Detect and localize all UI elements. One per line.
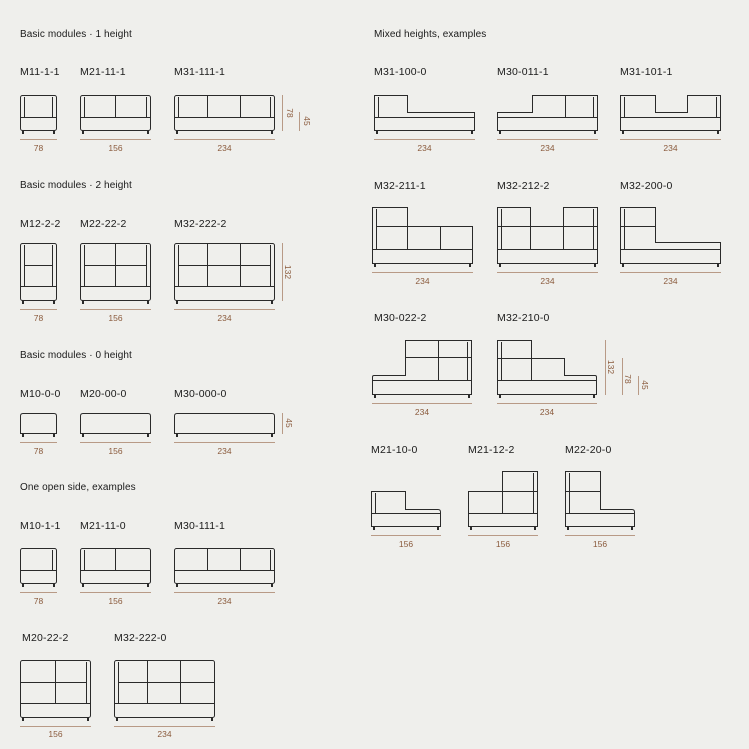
module-m21-12-2-drawing <box>469 472 538 531</box>
width-label: 78 <box>33 446 44 456</box>
width-label: 156 <box>108 596 123 606</box>
module-m22-20-0-drawing <box>566 472 635 531</box>
module-m22-22-2-drawing <box>81 244 151 305</box>
height-label: 45 <box>302 116 312 126</box>
width-label: 78 <box>33 313 44 323</box>
module-m32-200-0-drawing <box>621 208 721 268</box>
module-m12-2-2-drawing <box>21 244 57 305</box>
width-label: 156 <box>108 143 123 153</box>
module-m32-222-0-drawing <box>115 661 215 722</box>
height-label: 78 <box>285 108 295 118</box>
module-code: M30-011-1 <box>497 66 549 78</box>
module-code: M12-2-2 <box>20 218 61 230</box>
module-m10-1-1-drawing <box>21 549 57 588</box>
height-label: 78 <box>623 374 633 384</box>
width-label: 234 <box>663 143 678 153</box>
module-code: M30-111-1 <box>174 520 226 532</box>
module-m11-1-1-drawing <box>21 96 57 135</box>
module-m30-011-1-drawing <box>498 96 598 135</box>
width-label: 78 <box>33 143 44 153</box>
height-label: 132 <box>283 264 293 280</box>
module-code: M11-1-1 <box>20 66 60 78</box>
module-code: M31-100-0 <box>374 66 427 78</box>
module-m32-222-2-drawing <box>175 244 275 305</box>
module-code: M32-222-2 <box>174 218 227 230</box>
module-code: M30-000-0 <box>174 388 227 400</box>
width-label: 234 <box>217 313 232 323</box>
module-m30-022-2-drawing <box>373 341 472 399</box>
module-code: M32-211-1 <box>374 180 426 192</box>
width-label: 234 <box>417 143 432 153</box>
module-code: M21-11-0 <box>80 520 126 532</box>
module-code: M10-1-1 <box>20 520 61 532</box>
module-code: M32-212-2 <box>497 180 550 192</box>
height-label: 45 <box>640 380 650 390</box>
width-label: 234 <box>663 276 678 286</box>
section-title-basic-2-height: Basic modules · 2 height <box>20 180 132 191</box>
height-label: 45 <box>284 418 294 428</box>
width-label: 234 <box>217 143 232 153</box>
width-label: 156 <box>398 539 414 549</box>
height-label: 132 <box>606 359 616 375</box>
module-m31-100-0-drawing <box>375 96 475 135</box>
width-label: 234 <box>217 446 232 456</box>
module-m20-00-0-drawing <box>81 414 151 438</box>
module-code: M21-11-1 <box>80 66 126 78</box>
width-label: 156 <box>48 729 63 739</box>
module-code: M22-20-0 <box>565 444 612 456</box>
module-code: M31-101-1 <box>620 66 673 78</box>
module-m32-210-0-drawing <box>498 341 597 399</box>
section-title-basic-1-height: Basic modules · 1 height <box>20 29 132 40</box>
width-label: 156 <box>495 539 511 549</box>
module-code: M32-210-0 <box>497 312 550 324</box>
module-code: M20-22-2 <box>22 632 69 644</box>
width-label: 234 <box>217 596 232 606</box>
module-code: M32-200-0 <box>620 180 673 192</box>
section-title-mixed-heights: Mixed heights, examples <box>374 29 487 40</box>
module-code: M22-22-2 <box>80 218 127 230</box>
width-label: 234 <box>157 729 172 739</box>
module-m31-111-1-drawing <box>175 96 275 135</box>
module-m32-211-1-drawing <box>373 208 473 268</box>
module-m30-111-1-drawing <box>175 549 275 588</box>
module-m32-212-2-drawing <box>498 208 598 268</box>
module-m20-22-2-drawing <box>21 661 91 722</box>
module-code: M10-0-0 <box>20 388 61 400</box>
width-label: 234 <box>539 407 555 417</box>
module-m21-10-0-drawing <box>372 492 441 531</box>
width-label: 156 <box>108 313 123 323</box>
module-code: M31-111-1 <box>174 66 226 78</box>
width-label: 156 <box>592 539 608 549</box>
width-label: 234 <box>540 143 555 153</box>
width-label: 78 <box>33 596 44 606</box>
section-title-one-open-side: One open side, examples <box>20 482 136 493</box>
width-label: 234 <box>540 276 555 286</box>
width-label: 234 <box>414 407 430 417</box>
module-m10-0-0-drawing <box>21 414 57 438</box>
module-m31-101-1-drawing <box>621 96 721 135</box>
module-code: M21-10-0 <box>371 444 418 456</box>
module-code: M20-00-0 <box>80 388 127 400</box>
module-m21-11-1-drawing <box>81 96 151 135</box>
module-code: M21-12-2 <box>468 444 515 456</box>
module-code: M32-222-0 <box>114 632 167 644</box>
width-label: 156 <box>108 446 123 456</box>
module-m30-000-0-drawing <box>175 414 275 438</box>
width-label: 234 <box>415 276 430 286</box>
module-code: M30-022-2 <box>374 312 427 324</box>
module-m21-11-0-drawing <box>81 549 151 588</box>
section-title-basic-0-height: Basic modules · 0 height <box>20 350 132 361</box>
